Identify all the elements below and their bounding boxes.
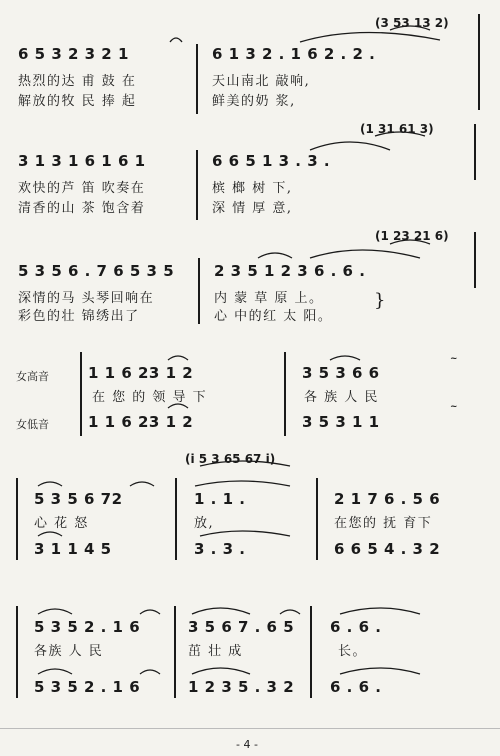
row2-lyric2-b: 深 情 厚 意,	[212, 201, 293, 216]
row1-notes-b: 6 1 3 2 . 1 6 2 . 2 .	[212, 45, 376, 63]
system3-upper-notes-c: 6 . 6 .	[330, 618, 382, 636]
row2-lyric1-b: 槟 榔 树 下,	[212, 181, 293, 196]
row2-lyric1-a: 欢快的芦 笛 吹奏在	[18, 181, 146, 196]
page-number: - 4 -	[236, 738, 258, 751]
system3-upper-notes-a: 5 3 5 2 . 1 6	[34, 618, 141, 636]
row3-intro: (1 23 21 6)	[375, 229, 449, 243]
row2-notes-b: 6 6 5 1 3 . 3 .	[212, 152, 331, 170]
system2-upper-notes-c: 2 1 7 6 . 5 6	[334, 490, 441, 508]
system2-lower-notes-a: 3 1 1 4 5	[34, 540, 112, 558]
row2-notes-a: 3 1 3 1 6 1 6 1	[18, 152, 146, 170]
system2-lyric-b: 放,	[194, 516, 215, 531]
verse-brace: }	[374, 290, 387, 311]
system3-lower-notes-b: 1 2 3 5 . 3 2	[188, 678, 295, 696]
row2-lyric2-a: 清香的山 茶 饱含着	[18, 201, 146, 216]
soprano-label: 女高音	[16, 370, 49, 383]
row1-intro: (3 53 13 2)	[375, 16, 449, 30]
row1-notes-a: 6 5 3 2 3 2 1	[18, 45, 129, 63]
footer-rule	[0, 728, 500, 729]
system2-upper-notes-a: 5 3 5 6 72	[34, 490, 123, 508]
alto-notes-a: 1 1 6 23 1 2	[88, 413, 194, 431]
system3-lyric-a: 各族 人 民	[34, 644, 104, 659]
row1-lyric1-a: 热烈的达 甫 鼓 在	[18, 74, 137, 89]
accent-mark: ~	[450, 354, 458, 364]
row1-lyric2-a: 解放的牧 民 捧 起	[18, 94, 137, 109]
system3-lower-notes-a: 5 3 5 2 . 1 6	[34, 678, 141, 696]
row1-lyric1-b: 天山南北 敲响,	[212, 74, 311, 89]
soprano-notes-b: 3 5 3 6 6	[302, 364, 380, 382]
accent-mark: ~	[450, 402, 458, 412]
alto-label: 女低音	[16, 418, 49, 431]
row3-notes-a: 5 3 5 6 . 7 6 5 3 5	[18, 262, 175, 280]
row3-lyric1-b: 内 蒙 草 原 上。	[214, 291, 324, 306]
system2-lower-notes-c: 6 6 5 4 . 3 2	[334, 540, 441, 558]
row3-lyric2-b: 心 中的红 太 阳。	[214, 309, 333, 324]
system2-lyric-c: 在您的 抚 育下	[334, 516, 433, 531]
system3-upper-notes-b: 3 5 6 7 . 6 5	[188, 618, 295, 636]
row1-lyric2-b: 鲜美的奶 浆,	[212, 94, 296, 109]
alto-notes-b: 3 5 3 1 1	[302, 413, 380, 431]
row3-notes-b: 2 3 5 1 2 3 6 . 6 .	[214, 262, 366, 280]
system3-lower-notes-c: 6 . 6 .	[330, 678, 382, 696]
system3-lyric-b: 茁 壮 成	[188, 644, 243, 659]
row3-lyric2-a: 彩色的壮 锦绣出了	[18, 309, 140, 324]
row2-intro: (1 31 61 3)	[360, 122, 434, 136]
system2-upper-notes-b: 1 . 1 .	[194, 490, 246, 508]
system2-intro: (i 5 3 65 67 i)	[185, 452, 276, 466]
system2-lyric-a: 心 花 怒	[34, 516, 89, 531]
soprano-notes-a: 1 1 6 23 1 2	[88, 364, 194, 382]
choir-lyric-a: 在 您 的 领 导 下	[92, 390, 208, 405]
choir-lyric-b: 各 族 人 民	[304, 390, 379, 405]
system2-lower-notes-b: 3 . 3 .	[194, 540, 246, 558]
row3-lyric1-a: 深情的马 头琴回响在	[18, 291, 155, 306]
system3-lyric-c: 长。	[338, 644, 368, 659]
